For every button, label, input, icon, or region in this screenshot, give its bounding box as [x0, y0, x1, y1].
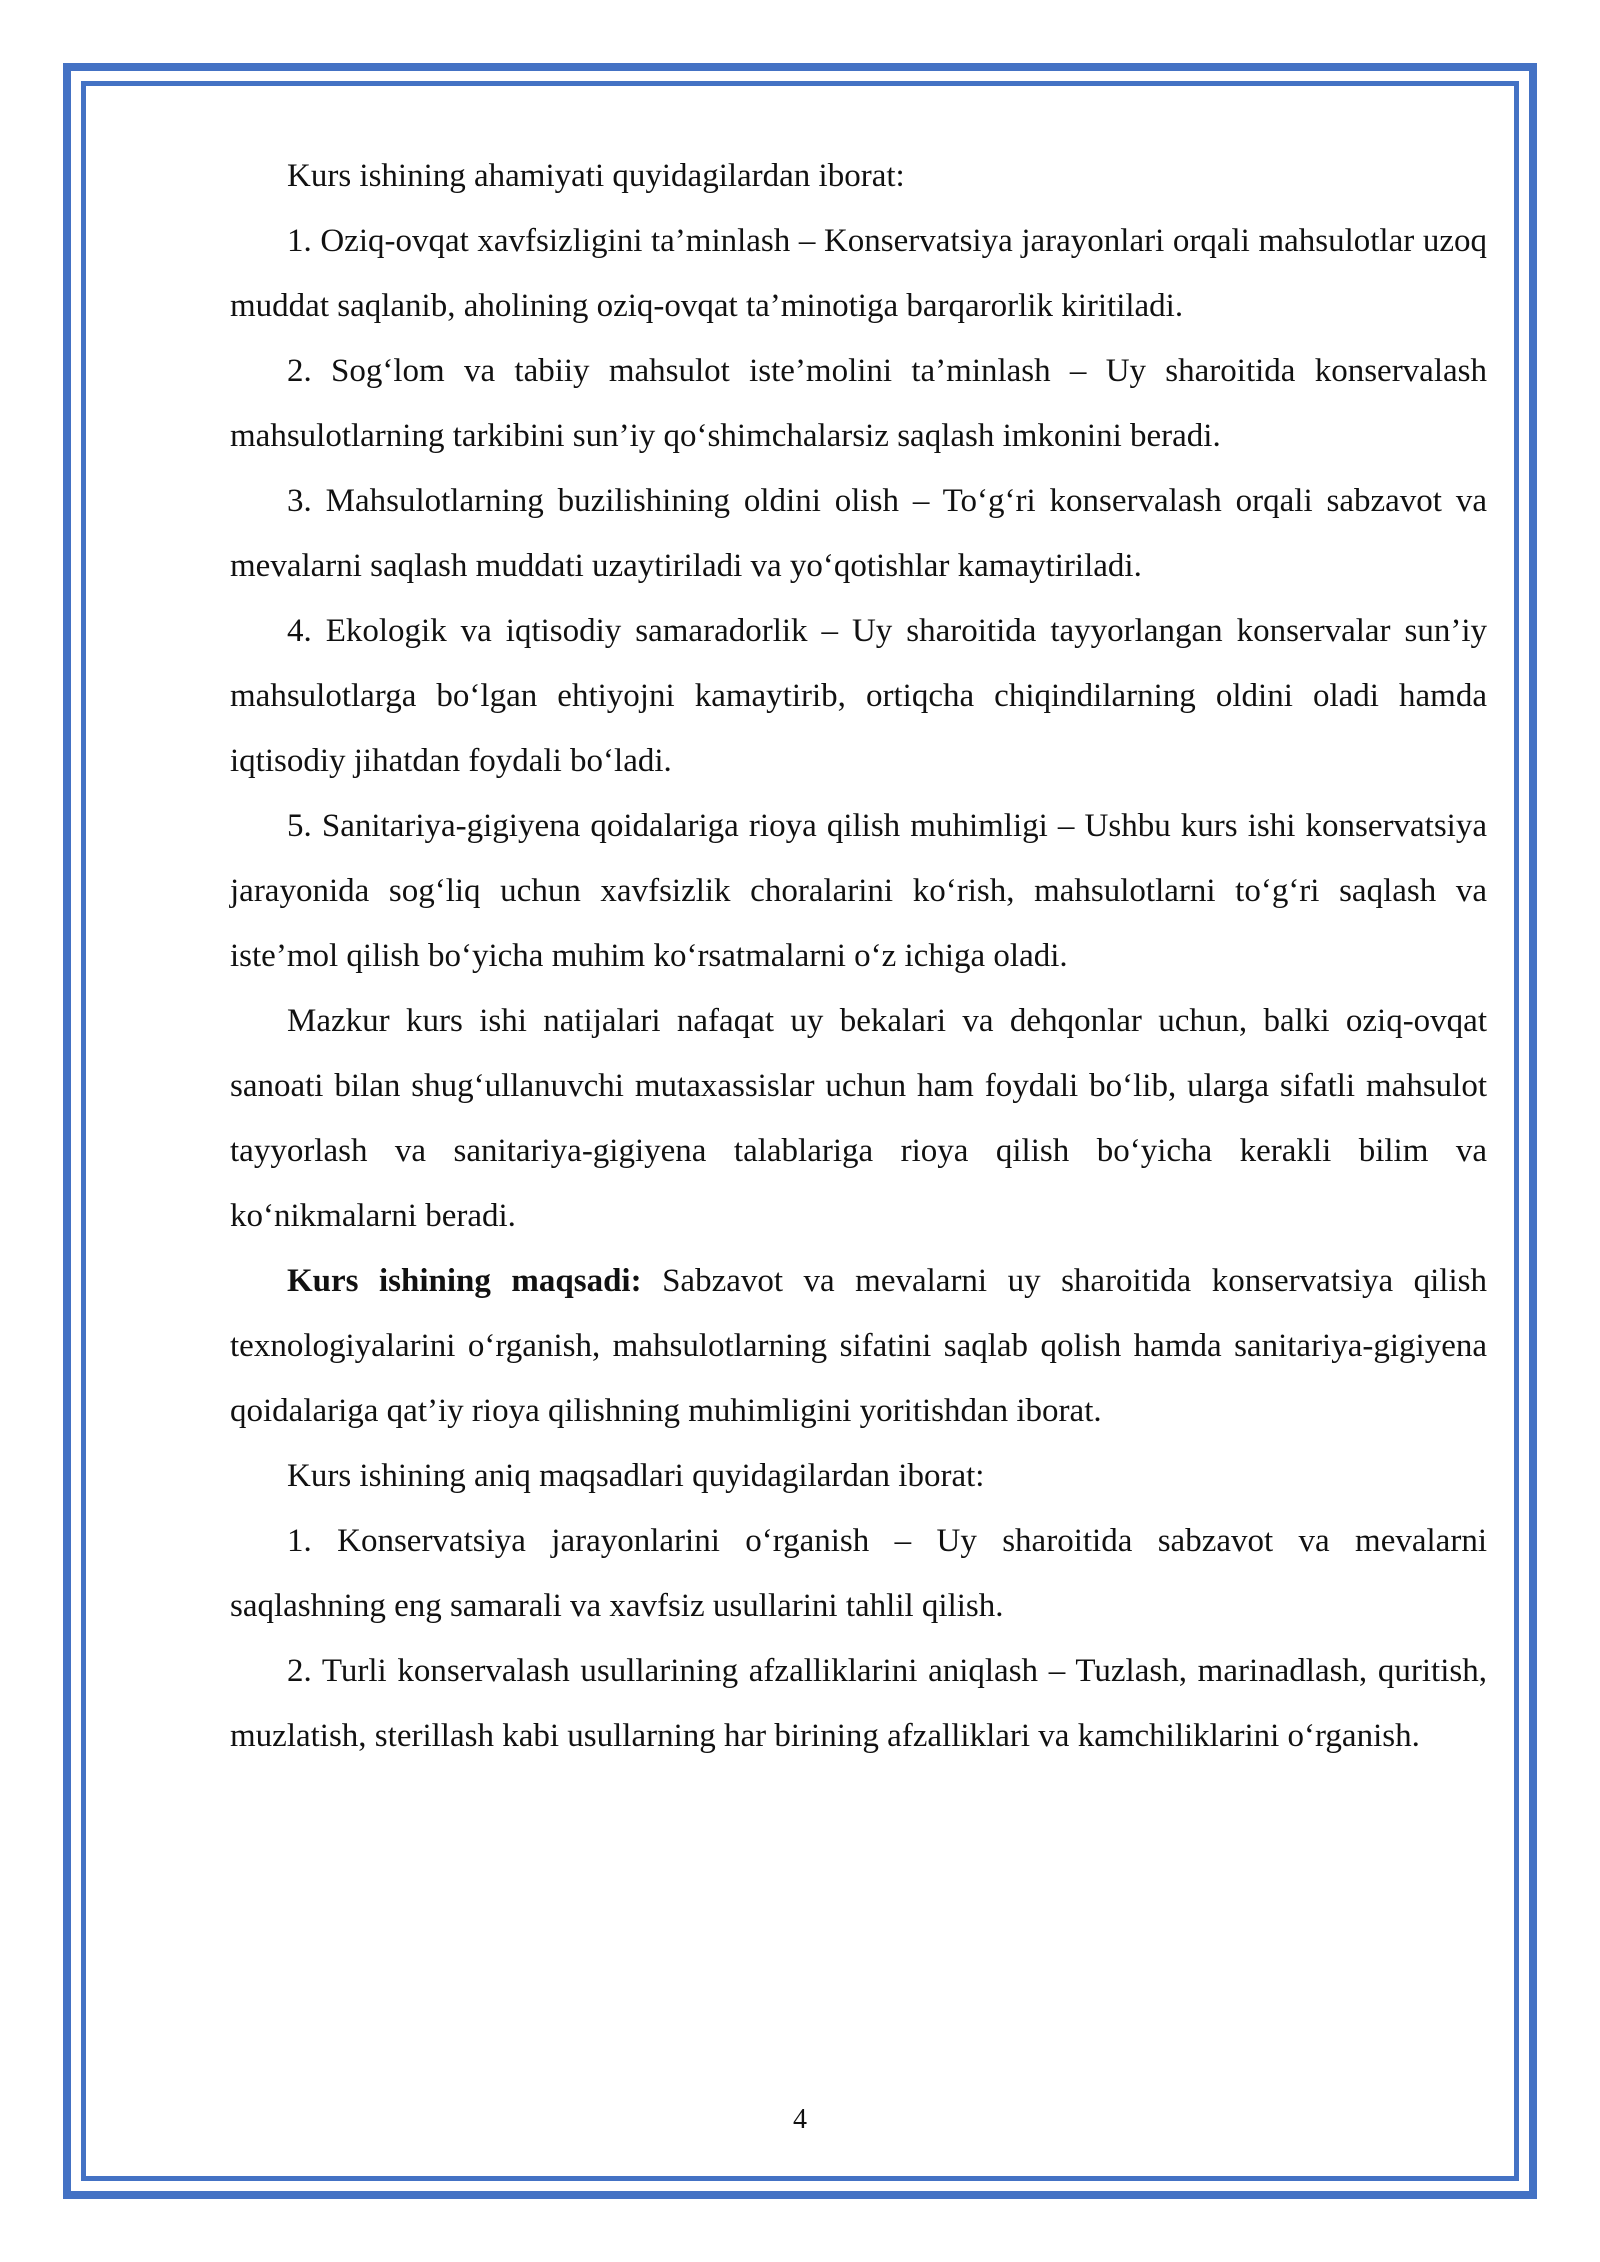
- paragraph-text: 2. Turli konservalash usullarining afzalliklarini aniqlash – Tuzlash, marinadlash, quritish, muzlatish, sterillash kabi usullarning har birining afzalliklari va kamchiliklarini o‘rganish.: [230, 1653, 1487, 1754]
- paragraph-text: Mazkur kurs ishi natijalari nafaqat uy bekalari va dehqonlar uchun, balki oziq-ovqat sanoati bilan shug‘ullanuvchi mutaxassislar uchun ham foydali bo‘lib, ularga sifatli mahsulot tayyorlash va sanitariya-gigiyena talablariga rioya qilish bo‘yicha kerakli bilim va ko‘nikmalarni beradi.: [230, 1003, 1487, 1234]
- paragraph-text: 2. Sog‘lom va tabiiy mahsulot iste’molini ta’minlash – Uy sharoitida konservalash mahsulotlarning tarkibini sun’iy qo‘shimchalarsiz saqlash imkonini beradi.: [230, 353, 1487, 454]
- paragraph-text: 1. Oziq-ovqat xavfsizligini ta’minlash – Konservatsiya jarayonlari orqali mahsulotlar uzoq muddat saqlanib, aholining oziq-ovqat ta’minotiga barqarorlik kiritiladi.: [230, 223, 1487, 324]
- paragraph-text: Kurs ishining aniq maqsadlari quyidagilardan iborat:: [287, 1458, 985, 1494]
- paragraph-importance-item-4: [230, 599, 1487, 794]
- paragraph-importance-item-1: [230, 209, 1487, 339]
- paragraph-text: Kurs ishining ahamiyati quyidagilardan iborat:: [287, 158, 905, 194]
- paragraph-results-summary: [230, 989, 1487, 1249]
- paragraph-goal: [230, 1249, 1487, 1444]
- page-number: 4: [793, 2104, 807, 2135]
- paragraph-text: Sabzavot va mevalarni uy sharoitida konservatsiya qilish texnologiyalarini o‘rganish, mahsulotlarning sifatini saqlab qolish hamda sanitariya-gigiyena qoidalariga qat’iy rioya qilishning muhimligini yoritishdan iborat.: [230, 1263, 1487, 1429]
- paragraph-specific-goal-1: [230, 1509, 1487, 1639]
- paragraph-importance-item-3: [230, 469, 1487, 599]
- paragraph-text: 5. Sanitariya-gigiyena qoidalariga rioya qilish muhimligi – Ushbu kurs ishi konservatsiya jarayonida sog‘liq uchun xavfsizlik choralarini ko‘rish, mahsulotlarni to‘g‘ri saqlash va iste’mol qilish bo‘yicha muhim ko‘rsatmalarni o‘z ichiga oladi.: [230, 808, 1487, 974]
- paragraph-specific-goals-intro: [230, 1444, 1487, 1509]
- paragraph-text: 1. Konservatsiya jarayonlarini o‘rganish – Uy sharoitida sabzavot va mevalarni saqlashning eng samarali va xavfsiz usullarini tahlil qilish.: [230, 1523, 1487, 1624]
- document-body: [230, 144, 1487, 1769]
- paragraph-importance-item-5: [230, 794, 1487, 989]
- paragraph-bold-lead: Kurs ishining maqsadi:: [287, 1263, 642, 1299]
- paragraph-text: 3. Mahsulotlarning buzilishining oldini olish – To‘g‘ri konservalash orqali sabzavot va mevalarni saqlash muddati uzaytiriladi va yo‘qotishlar kamaytiriladi.: [230, 483, 1487, 584]
- paragraph-specific-goal-2: [230, 1639, 1487, 1769]
- paragraph-importance-item-2: [230, 339, 1487, 469]
- paragraph-text: 4. Ekologik va iqtisodiy samaradorlik – Uy sharoitida tayyorlangan konservalar sun’iy mahsulotlarga bo‘lgan ehtiyojni kamaytirib, ortiqcha chiqindilarning oldini oladi hamda iqtisodiy jihatdan foydali bo‘ladi.: [230, 613, 1487, 779]
- paragraph-importance-intro: [230, 144, 1487, 209]
